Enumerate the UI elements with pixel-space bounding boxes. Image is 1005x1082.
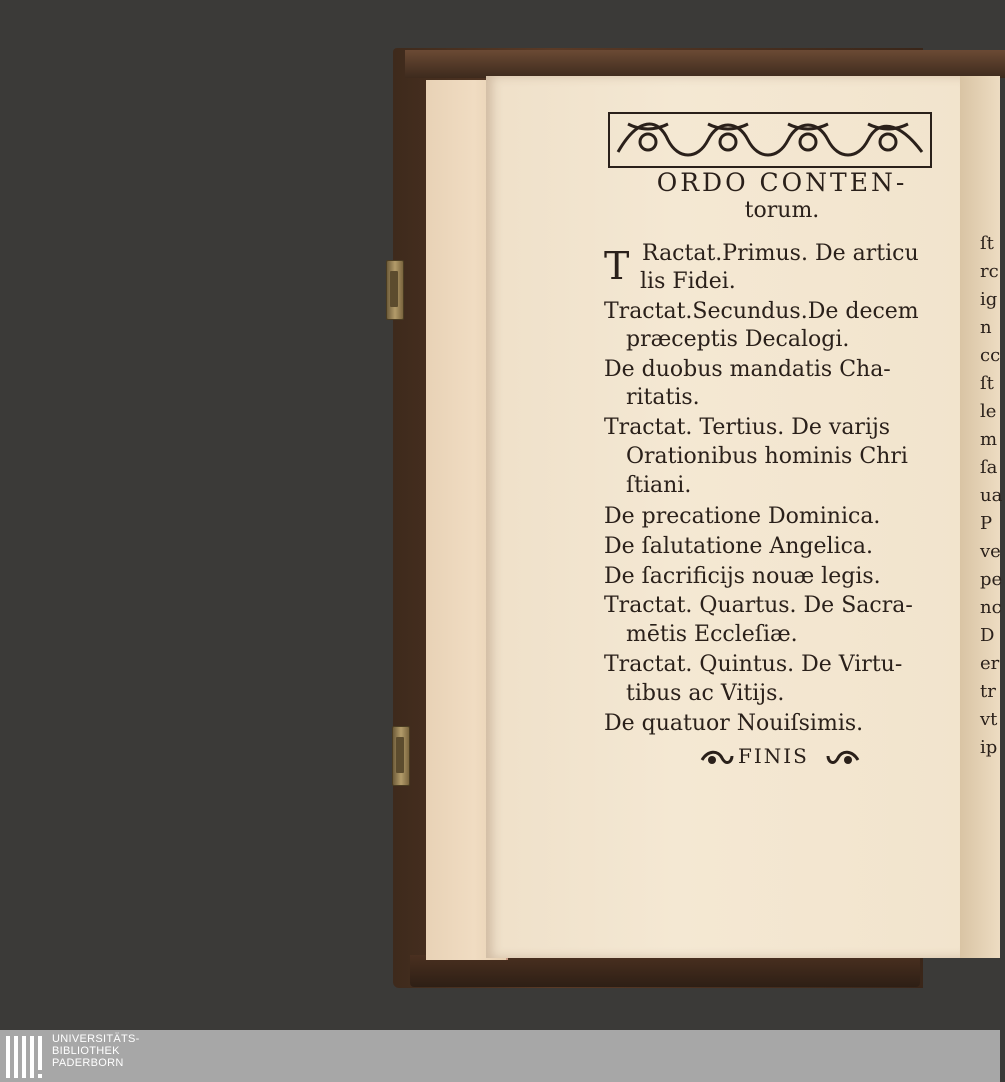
contents-line: De ſacrificijs nouæ legis. [604, 564, 881, 589]
contents-line: ritatis. [626, 385, 700, 410]
contents-line: Tractat. Tertius. De varijs [604, 415, 891, 440]
contents-line: mētis Eccleſiæ. [626, 622, 798, 647]
contents-line: tibus ac Vitijs. [626, 681, 785, 706]
title-line-1: ORDO CONTEN- [656, 168, 908, 197]
fleuron-right-icon [826, 748, 860, 770]
contents-line: Tractat.Secundus.De decem [604, 299, 919, 324]
fleuron-left-icon [700, 748, 734, 770]
contents-line: Tractat. Quartus. De Sacra- [604, 593, 913, 618]
footer-bar [0, 1030, 1000, 1082]
title-line-2: torum. [744, 198, 820, 223]
cover-top-edge [405, 50, 1005, 78]
contents-line: De duobus mandatis Cha- [604, 357, 891, 382]
contents-line: Orationibus hominis Chri [626, 444, 908, 469]
upper-clasp [386, 260, 404, 320]
drop-capital: T [604, 244, 630, 288]
contents-line: ſtiani. [626, 473, 692, 498]
finis-text: FINIS [738, 744, 809, 768]
contents-line: lis Fidei. [640, 269, 736, 294]
contents-line: De quatuor Nouiſsimis. [604, 711, 864, 736]
facing-page-text: ſt rc ig n cc ſt le m ſa ua P ve pe nc D er tr vt ip [980, 233, 1003, 758]
contents-line: De precatione Dominica. [604, 504, 881, 529]
contents-line: De ſalutatione Angelica. [604, 534, 874, 559]
contents-line: præceptis Decalogi. [626, 327, 850, 352]
library-name: UNIVERSITÄTS- BIBLIOTHEK PADERBORN [52, 1033, 140, 1069]
lower-clasp [392, 726, 410, 786]
contents-line: Ractat.Primus. De articu [642, 241, 919, 266]
ornament-headpiece [608, 112, 932, 168]
library-logo-icon [6, 1034, 46, 1080]
contents-line: Tractat. Quintus. De Virtu- [604, 652, 903, 677]
